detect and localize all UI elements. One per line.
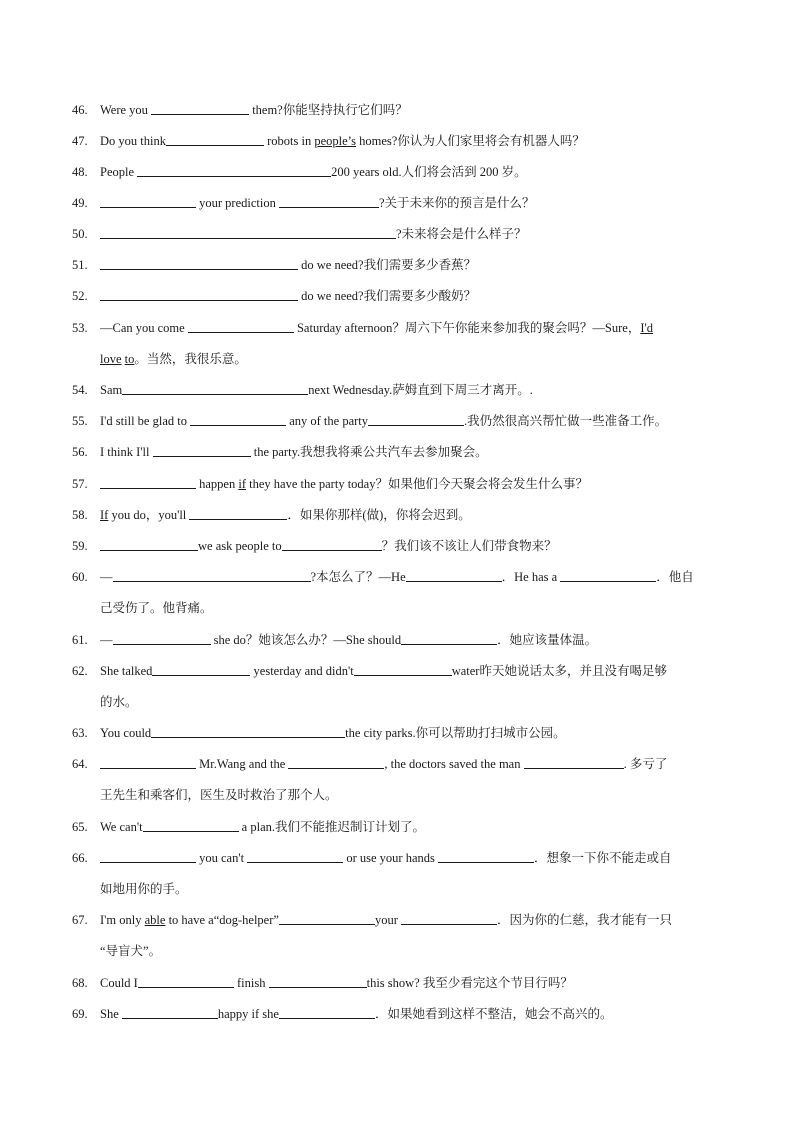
question-text: ?关于未来你的预言是什么？ bbox=[378, 196, 535, 210]
blank[interactable] bbox=[190, 413, 286, 426]
question-text: able bbox=[144, 913, 166, 927]
question-text: ?本怎么了？—He bbox=[310, 570, 406, 584]
question-text: next Wednesday.萨姆直到下周三才离开。. bbox=[308, 383, 533, 397]
question-number: 54. bbox=[72, 383, 88, 397]
question-51 bbox=[72, 250, 732, 281]
question-text: your bbox=[374, 913, 401, 927]
question-text: 的水。 bbox=[100, 695, 138, 709]
question-number: 57. bbox=[72, 477, 88, 491]
blank[interactable] bbox=[401, 912, 497, 925]
question-number: 63. bbox=[72, 726, 88, 740]
question-text: ?未来将会是什么样子？ bbox=[396, 227, 527, 241]
question-text: People bbox=[100, 165, 138, 179]
question-63 bbox=[72, 718, 732, 749]
blank[interactable] bbox=[153, 444, 251, 457]
question-48 bbox=[72, 157, 732, 188]
question-text: them?你能坚持执行它们吗？ bbox=[249, 103, 408, 117]
question-text: ．想象一下你不能走或自 bbox=[533, 851, 672, 865]
question-text: If bbox=[100, 508, 109, 522]
blank[interactable] bbox=[279, 1006, 375, 1019]
question-text: happen bbox=[196, 477, 239, 491]
question-46 bbox=[72, 95, 732, 126]
question-text: yesterday and didn't bbox=[250, 664, 354, 678]
question-text: if bbox=[238, 477, 246, 491]
blank[interactable] bbox=[100, 195, 196, 208]
blank[interactable] bbox=[100, 288, 298, 301]
question-number: 52. bbox=[72, 289, 88, 303]
question-text: a plan.我们不能推迟制订计划了。 bbox=[238, 820, 425, 834]
question-number: 58. bbox=[72, 508, 88, 522]
question-text: 200 years old.人们将会活到 200 岁。 bbox=[331, 165, 527, 179]
question-text: do we need?我们需要多少酸奶？ bbox=[298, 289, 477, 303]
blank[interactable] bbox=[100, 850, 196, 863]
question-text: finish bbox=[233, 976, 269, 990]
question-text: 王先生和乘客们，医生及时救治了那个人。 bbox=[100, 788, 338, 802]
blank[interactable] bbox=[438, 850, 534, 863]
question-number: 55. bbox=[72, 414, 88, 428]
question-49 bbox=[72, 188, 732, 219]
question-number: 53. bbox=[72, 321, 88, 335]
question-text: .我仍然很高兴帮忙做一些准备工作。 bbox=[464, 414, 668, 428]
question-text: Do you think bbox=[100, 134, 166, 148]
question-text: your prediction bbox=[196, 196, 279, 210]
question-number: 65. bbox=[72, 820, 88, 834]
question-number: 46. bbox=[72, 103, 88, 117]
blank[interactable] bbox=[100, 257, 298, 270]
question-text: you can't bbox=[196, 851, 248, 865]
question-text: any of the party bbox=[286, 414, 369, 428]
blank[interactable] bbox=[100, 226, 396, 239]
question-text: ？我们该不该让人们带食物来？ bbox=[381, 539, 557, 553]
question-text: I think I'll bbox=[100, 445, 153, 459]
question-number: 66. bbox=[72, 851, 88, 865]
question-text: we ask people to bbox=[198, 539, 282, 553]
question-66 bbox=[72, 843, 732, 905]
blank[interactable] bbox=[113, 569, 311, 582]
question-text: . 多亏了 bbox=[623, 757, 668, 771]
question-number: 50. bbox=[72, 227, 88, 241]
question-text: people’s bbox=[314, 134, 357, 148]
question-text: robots in bbox=[263, 134, 315, 148]
question-text: 如地用你的手。 bbox=[100, 882, 188, 896]
question-text: I'd bbox=[640, 321, 654, 335]
question-59 bbox=[72, 531, 732, 562]
question-text: I'm only bbox=[100, 913, 145, 927]
blank[interactable] bbox=[247, 850, 343, 863]
blank[interactable] bbox=[560, 569, 656, 582]
question-53 bbox=[72, 313, 732, 375]
question-number: 51. bbox=[72, 258, 88, 272]
blank[interactable] bbox=[122, 1006, 218, 1019]
question-text: — bbox=[100, 570, 113, 584]
question-text: water昨天她说话太多，并且没有喝足够 bbox=[451, 664, 667, 678]
question-65 bbox=[72, 812, 732, 843]
blank[interactable] bbox=[113, 632, 211, 645]
blank[interactable] bbox=[100, 476, 196, 489]
question-text: do we need?我们需要多少香蕉？ bbox=[298, 258, 477, 272]
question-47 bbox=[72, 126, 732, 157]
blank[interactable] bbox=[137, 164, 331, 177]
question-text: 。当然，我很乐意。 bbox=[134, 352, 247, 366]
question-50 bbox=[72, 219, 732, 250]
question-text: We can't bbox=[100, 820, 143, 834]
question-text: or use your hands bbox=[343, 851, 438, 865]
question-number: 62. bbox=[72, 664, 88, 678]
blank[interactable] bbox=[122, 382, 308, 395]
question-text: She bbox=[100, 1007, 122, 1021]
question-number: 49. bbox=[72, 196, 88, 210]
question-number: 69. bbox=[72, 1007, 88, 1021]
question-number: 68. bbox=[72, 976, 88, 990]
question-text: ．如果你那样(做)，你将会迟到。 bbox=[287, 508, 471, 522]
question-text: the city parks.你可以帮助打扫城市公园。 bbox=[345, 726, 566, 740]
question-56 bbox=[72, 437, 732, 468]
question-text: ．He has a bbox=[501, 570, 561, 584]
blank[interactable] bbox=[368, 413, 464, 426]
question-60 bbox=[72, 562, 732, 624]
question-number: 61. bbox=[72, 633, 88, 647]
question-number: 48. bbox=[72, 165, 88, 179]
blank[interactable] bbox=[401, 632, 497, 645]
question-text: ．如果她看到这样不整洁，她会不高兴的。 bbox=[374, 1007, 613, 1021]
blank[interactable] bbox=[269, 975, 367, 988]
question-text: ．他自 bbox=[656, 570, 694, 584]
question-number: 56. bbox=[72, 445, 88, 459]
question-52 bbox=[72, 281, 732, 312]
blank[interactable] bbox=[282, 538, 382, 551]
question-57 bbox=[72, 469, 732, 500]
blank[interactable] bbox=[354, 663, 452, 676]
blank[interactable] bbox=[138, 975, 234, 988]
question-text: Could I bbox=[100, 976, 138, 990]
question-text: You could bbox=[100, 726, 152, 740]
question-text: this show? 我至少看完这个节目行吗？ bbox=[366, 976, 573, 990]
blank[interactable] bbox=[524, 756, 624, 769]
question-text: Were you bbox=[100, 103, 152, 117]
question-58 bbox=[72, 500, 732, 531]
blank[interactable] bbox=[166, 133, 264, 146]
question-text: Mr.Wang and the bbox=[196, 757, 289, 771]
blank[interactable] bbox=[279, 912, 375, 925]
question-text: the party.我想我将乘公共汽车去参加聚会。 bbox=[250, 445, 488, 459]
question-number: 59. bbox=[72, 539, 88, 553]
question-text: homes?你认为人们家里将会有机器人吗？ bbox=[356, 134, 585, 148]
blank[interactable] bbox=[100, 538, 198, 551]
blank[interactable] bbox=[188, 320, 294, 333]
question-text: happy if she bbox=[217, 1007, 279, 1021]
question-text: I'd still be glad to bbox=[100, 414, 191, 428]
blank[interactable] bbox=[100, 756, 196, 769]
question-67 bbox=[72, 905, 732, 967]
question-text: you do，you'll bbox=[108, 508, 190, 522]
question-text: they have the party today？如果他们今天聚会将会发生什么事？ bbox=[246, 477, 588, 491]
question-text: Saturday afternoon？周六下午你能来参加我的聚会吗？—Sure， bbox=[293, 321, 641, 335]
question-text: “导盲犬”。 bbox=[100, 944, 162, 958]
question-number: 64. bbox=[72, 757, 88, 771]
question-text: ．她应该量体温。 bbox=[497, 633, 598, 647]
question-55 bbox=[72, 406, 732, 437]
question-text: Sam bbox=[100, 383, 123, 397]
blank[interactable] bbox=[288, 756, 384, 769]
question-number: 60. bbox=[72, 570, 88, 584]
question-62 bbox=[72, 656, 732, 718]
question-text: 己受伤了。他背痛。 bbox=[100, 601, 213, 615]
question-text: — bbox=[100, 633, 113, 647]
question-69 bbox=[72, 999, 732, 1030]
blank[interactable] bbox=[151, 102, 249, 115]
question-text: She talked bbox=[100, 664, 153, 678]
question-54 bbox=[72, 375, 732, 406]
question-61 bbox=[72, 625, 732, 656]
question-text: to have a“dog-helper” bbox=[165, 913, 279, 927]
question-text: she do？她该怎么办？—She should bbox=[210, 633, 402, 647]
blank[interactable] bbox=[279, 195, 379, 208]
question-number: 67. bbox=[72, 913, 88, 927]
question-text: ．因为你的仁慈，我才能有一只 bbox=[496, 913, 672, 927]
blank[interactable] bbox=[152, 663, 250, 676]
question-68 bbox=[72, 968, 732, 999]
question-text: —Can you come bbox=[100, 321, 188, 335]
blank[interactable] bbox=[151, 725, 345, 738]
blank[interactable] bbox=[406, 569, 502, 582]
question-text: love bbox=[100, 352, 122, 366]
question-text: to bbox=[124, 352, 135, 366]
blank[interactable] bbox=[143, 819, 239, 832]
blank[interactable] bbox=[189, 507, 287, 520]
question-64 bbox=[72, 749, 732, 811]
question-number: 47. bbox=[72, 134, 88, 148]
question-text: , the doctors saved the man bbox=[384, 757, 524, 771]
